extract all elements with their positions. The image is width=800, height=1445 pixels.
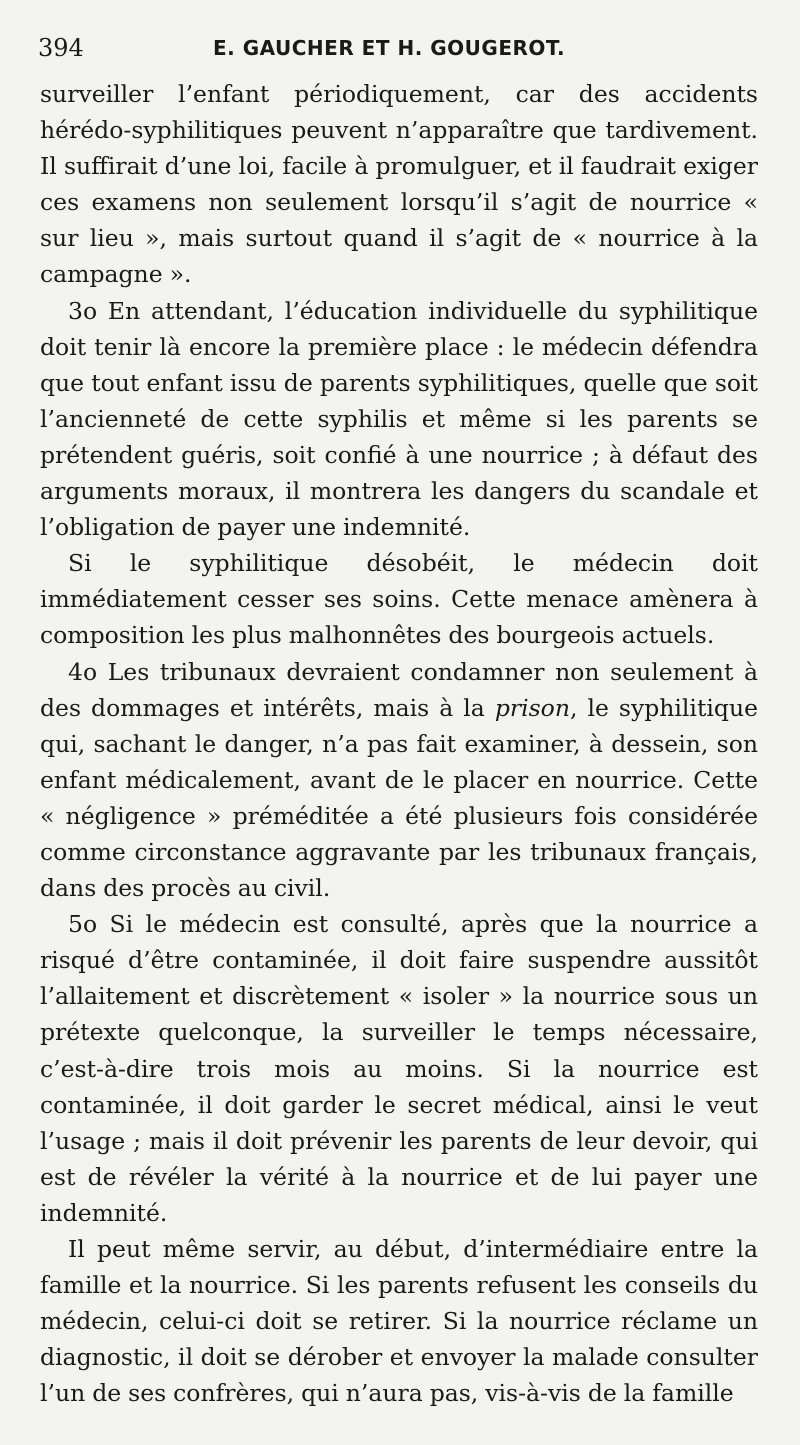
body-text xyxy=(40,76,758,1411)
paragraph-point-5: 5o Si le médecin est consulté, après que la nourrice a risqué d’être contaminée, il doit faire suspendre aussitôt l’allaitement et discrètement « isoler » la nourrice sous un prétexte quelconque, la surveiller le temps nécessaire, c’est-à-dire trois mois au moins. Si la nourrice est contaminée, il doit garder le secret médical, ainsi le veut l’usage ; mais il doit prévenir les parents de leur devoir, qui est de révéler la vérité à la nourrice et de lui payer une indemnité. xyxy=(40,910,758,1227)
paragraph-disobedience: Si le syphilitique désobéit, le médecin doit immédiatement cesser ses soins. Cette menace amènera à composition les plus malhonnêtes des bourgeois actuels. xyxy=(40,549,758,650)
point-4-text-after: , le syphilitique qui, sachant le danger, n’a pas fait examiner, à dessein, son enfant médicalement, avant de le placer en nourrice. Cette « négligence » préméditée a été plusieurs fois considérée comme circonstance aggravante par les tribunaux français, dans des procès au civil. xyxy=(40,693,758,903)
point-4-text-before: 4o Les tribunaux devraient condamner non seulement à des dommages et intérêts, mais à la xyxy=(40,657,758,722)
point-4-emphasis: prison xyxy=(494,693,570,722)
paragraph-continuation: surveiller l’enfant périodiquement, car des accidents hérédo-syphilitiques peuvent n’apparaître que tardivement. Il suffirait d’une loi, facile à promulguer, et il faudrait exiger ces examens non seulement lorsqu’il s’agit de nourrice « sur lieu », mais surtout quand il s’agit de « nourrice à la campagne ». xyxy=(40,80,758,289)
paragraph-intermediary: Il peut même servir, au début, d’intermédiaire entre la famille et la nourrice. Si les parents refusent les conseils du médecin, celui-ci doit se retirer. Si la nourrice réclame un diagnostic, il doit se dérober et envoyer la malade consulter l’un de ses confrères, qui n’aura pas, vis-à-vis de la famille xyxy=(40,1235,758,1408)
paragraph-point-3: 3o En attendant, l’éducation individuelle du syphilitique doit tenir là encore la première place : le médecin défendra que tout enfant issu de parents syphilitiques, quelle que soit l’ancienneté de cette syphilis et même si les parents se prétendent guéris, soit confié à une nourrice ; à défaut des arguments moraux, il montrera les dangers du scandale et l’obligation de payer une indemnité. xyxy=(40,296,758,542)
page-number: 394 xyxy=(38,34,84,62)
page-header xyxy=(38,34,758,70)
paragraph-point-4 xyxy=(40,654,758,907)
running-head: E. GAUCHER ET H. GOUGEROT. xyxy=(213,36,566,60)
